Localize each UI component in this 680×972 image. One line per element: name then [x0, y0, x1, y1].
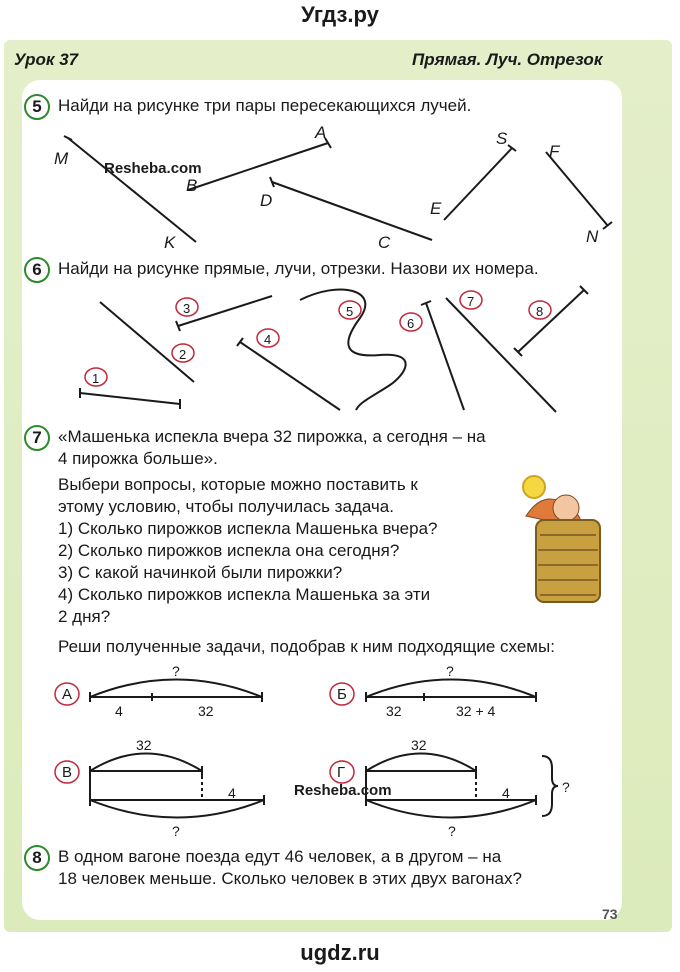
label-s: S [496, 129, 508, 148]
watermark-1: Resheba.com [104, 160, 202, 177]
scheme-b-top: ? [446, 663, 454, 679]
site-footer-title: ugdz.ru [300, 940, 380, 965]
mark-3: 3 [183, 301, 191, 316]
label-f: F [549, 142, 560, 161]
scheme-v-extra: 4 [228, 785, 236, 801]
task7-solve: Реши полученные задачи, подобрав к ним подходящие схемы: [58, 637, 555, 656]
ray-se [444, 148, 512, 220]
ray-mk [68, 138, 196, 242]
mark-2: 2 [179, 347, 187, 362]
scheme-g-top: 32 [411, 737, 427, 753]
ray-fn [546, 152, 608, 226]
ray-dc [272, 182, 432, 240]
figure-6 [426, 303, 464, 410]
label-b: B [186, 176, 198, 195]
task7-q4b: 2 дня? [58, 607, 111, 626]
task5-number: 5 [24, 94, 50, 120]
girl-in-basket-illustration [523, 476, 600, 602]
label-c: C [378, 233, 391, 252]
scheme-g-extra: 4 [502, 785, 510, 801]
scheme-v [90, 754, 264, 818]
task8-line1: В одном вагоне поезда едут 46 человек, а в другом – на [58, 847, 502, 866]
figure-1 [80, 393, 180, 404]
task8-number: 8 [24, 845, 50, 871]
label-e: E [430, 199, 442, 218]
figure-8 [518, 290, 584, 352]
scheme-g-brace-label: ? [562, 779, 570, 795]
task7-q1: 1) Сколько пирожков испекла Машенька вчера? [58, 519, 438, 538]
task5-text: Найди на рисунке три пары пересекающихся лучей. [58, 96, 472, 115]
scheme-a-letter: А [62, 686, 73, 703]
label-m: M [54, 149, 69, 168]
scheme-b [366, 680, 536, 703]
scheme-b-letter: Б [337, 686, 347, 703]
scheme-g [366, 754, 558, 818]
mark-7: 7 [467, 294, 475, 309]
task7-q-intro1: Выбери вопросы, которые можно поставить к [58, 475, 418, 494]
mark-1: 1 [92, 371, 100, 386]
mark-6: 6 [407, 316, 415, 331]
figure-4 [240, 342, 340, 410]
watermark-2: Resheba.com [294, 782, 392, 799]
task6-text: Найди на рисунке прямые, лучи, отрезки. Назови их номера. [58, 259, 539, 278]
label-d: D [260, 191, 273, 210]
task7-line2: 4 пирожка больше». [58, 449, 218, 468]
scheme-a-right: 32 [198, 703, 214, 719]
label-n: N [586, 227, 599, 246]
scheme-a-left: 4 [115, 703, 123, 719]
task7-number: 7 [24, 425, 50, 451]
scheme-g-bottom: ? [448, 823, 456, 839]
scheme-v-letter: В [62, 764, 73, 781]
task8-line2: 18 человек меньше. Сколько человек в этих двух вагонах? [58, 869, 522, 888]
mark-5: 5 [346, 304, 354, 319]
page-number: 73 [602, 906, 618, 922]
task7-q4a: 4) Сколько пирожков испекла Машенька за эти [58, 585, 431, 604]
scheme-b-right: 32 + 4 [456, 703, 496, 719]
mark-4: 4 [264, 332, 272, 347]
scheme-v-bottom: ? [172, 823, 180, 839]
task6-number: 6 [24, 257, 50, 283]
label-a: A [315, 123, 327, 142]
task7-q3: 3) С какой начинкой были пирожки? [58, 563, 343, 582]
scheme-a [90, 680, 262, 703]
lesson-number: Урок 37 [14, 50, 79, 69]
site-header-title: Угдз.ру [301, 2, 379, 27]
mark-8: 8 [536, 304, 544, 319]
task7-line1: «Машенька испекла вчера 32 пирожка, а сегодня – на [58, 427, 486, 446]
scheme-b-left: 32 [386, 703, 402, 719]
lesson-topic: Прямая. Луч. Отрезок [412, 50, 603, 69]
task7-q-intro2: этому условию, чтобы получилась задача. [58, 497, 394, 516]
task7-q2: 2) Сколько пирожков испекла она сегодня? [58, 541, 400, 560]
scheme-v-top: 32 [136, 737, 152, 753]
scheme-a-top: ? [172, 663, 180, 679]
ray-ab [188, 143, 328, 190]
label-k: K [164, 233, 176, 252]
scheme-g-letter: Г [337, 764, 346, 781]
